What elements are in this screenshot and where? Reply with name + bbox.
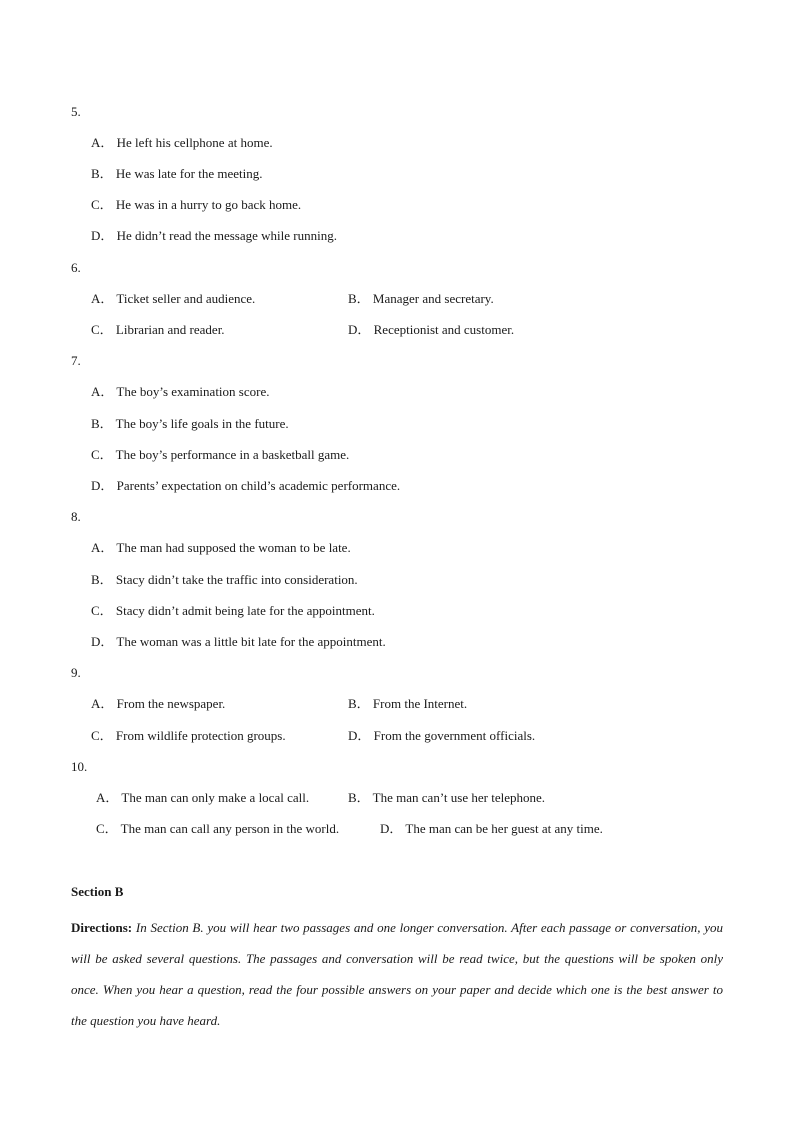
question-9-option-d[interactable]: D． From the government officials.	[348, 728, 536, 743]
question-8-number: 8.	[71, 509, 81, 524]
question-7-number: 7.	[71, 353, 81, 368]
question-5-option-b[interactable]: B． He was late for the meeting.	[91, 166, 263, 181]
question-9-option-a[interactable]: A． From the newspaper.	[91, 696, 226, 711]
question-6-option-c[interactable]: C． Librarian and reader.	[91, 322, 225, 337]
question-7-option-d[interactable]: D． Parents’ expectation on child’s academic performance.	[91, 478, 401, 493]
question-5-option-a[interactable]: A． He left his cellphone at home.	[91, 135, 273, 150]
question-7-option-c[interactable]: C． The boy’s performance in a basketball game.	[91, 447, 350, 462]
question-6-option-d[interactable]: D． Receptionist and customer.	[348, 322, 515, 337]
question-5-option-c[interactable]: C． He was in a hurry to go back home.	[91, 197, 302, 212]
question-8-option-a[interactable]: A． The man had supposed the woman to be late.	[91, 540, 351, 555]
question-7-option-a[interactable]: A． The boy’s examination score.	[91, 384, 270, 399]
section-b-directions	[71, 912, 723, 1036]
directions-label: Directions:	[71, 920, 133, 935]
question-10-number: 10.	[71, 759, 88, 774]
question-6-number: 6.	[71, 260, 81, 275]
question-5-number: 5.	[71, 104, 81, 119]
directions-text: In Section B. you will hear two passages and one longer conversation. After each passage or conversation, you will be asked several questions. The passages and conversation will be read twice, but the questions will be spoken only once. When you hear a question, read the four possible answers on your paper and decide which one is the best answer to the question you have heard.	[71, 920, 723, 1028]
question-9-number: 9.	[71, 665, 81, 680]
question-5-option-d[interactable]: D． He didn’t read the message while running.	[91, 228, 337, 243]
question-10-option-d[interactable]: D． The man can be her guest at any time.	[380, 821, 603, 836]
question-6-option-b[interactable]: B． Manager and secretary.	[348, 291, 494, 306]
question-10-option-a[interactable]: A． The man can only make a local call.	[96, 790, 310, 805]
question-10-option-c[interactable]: C． The man can call any person in the world.	[96, 821, 340, 836]
question-6-option-a[interactable]: A． Ticket seller and audience.	[91, 291, 256, 306]
question-8-option-c[interactable]: C． Stacy didn’t admit being late for the appointment.	[91, 603, 375, 618]
question-7-option-b[interactable]: B． The boy’s life goals in the future.	[91, 416, 289, 431]
question-9-option-b[interactable]: B． From the Internet.	[348, 696, 468, 711]
question-9-option-c[interactable]: C． From wildlife protection groups.	[91, 728, 286, 743]
section-b-title: Section B	[71, 884, 124, 899]
question-10-option-b[interactable]: B． The man can’t use her telephone.	[348, 790, 545, 805]
question-8-option-b[interactable]: B． Stacy didn’t take the traffic into consideration.	[91, 572, 358, 587]
question-8-option-d[interactable]: D． The woman was a little bit late for the appointment.	[91, 634, 386, 649]
